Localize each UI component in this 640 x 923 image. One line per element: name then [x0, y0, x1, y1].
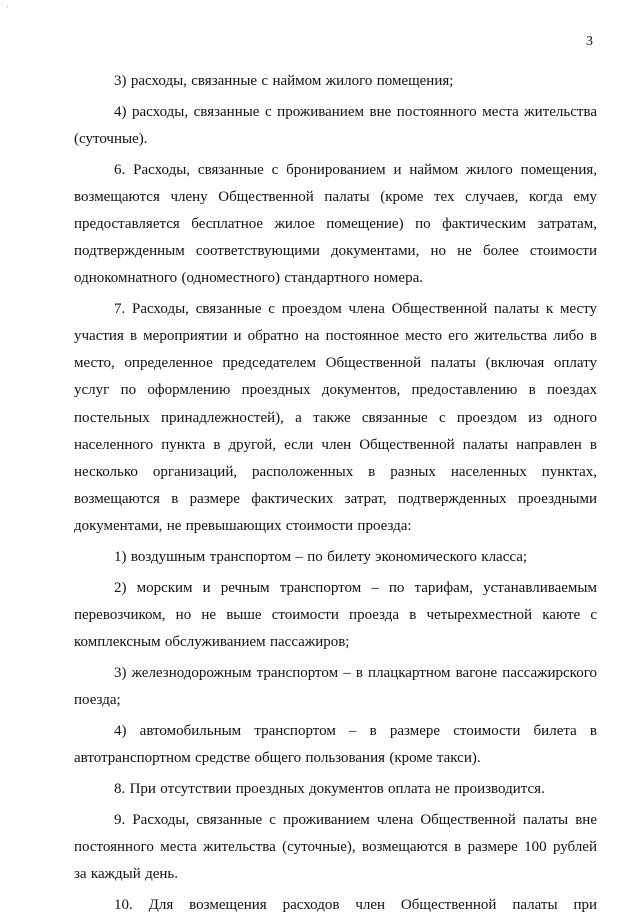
paragraph-road-transport: 4) автомобильным транспортом – в размере стоимости билета в автотранспортном средстве общего пользования (кроме такси). [74, 722, 597, 766]
paragraph-6-housing-reimbursement: 6. Расходы, связанные с бронированием и наймом жилого помещения, возмещаются члену Общественной палаты (кроме тех случаев, когда ему предоставляется бесплатное жилое помещение) по фактическим затратам, подтвержденным соответствующими документами, но не более стоимости однокомнатного (одноместного) стандартного номера. [74, 161, 597, 287]
paragraph-9-daily-allowance: 9. Расходы, связанные с проживанием члена Общественной палаты вне постоянного места жительства (суточные), возмещаются в размере 100 рублей за каждый день. [74, 811, 597, 882]
page-number: 3 [586, 34, 593, 49]
paragraph-rail-transport: 3) железнодорожным транспортом – в плацкартном вагоне пассажирского поезда; [74, 664, 597, 708]
paragraph-air-transport: 1) воздушным транспортом – по билету экономического класса; [114, 548, 528, 565]
paragraph-10-reimbursement-procedure: 10. Для возмещения расходов член Общественной палаты при [114, 896, 597, 913]
paragraph-8-no-documents: 8. При отсутствии проездных документов оплата не производится. [114, 780, 545, 797]
document-body [74, 68, 597, 923]
scan-corner-mark: ’ [6, 4, 9, 14]
paragraph-7-travel-reimbursement: 7. Расходы, связанные с проездом члена Общественной палаты к месту участия в мероприятии и обратно на постоянное место его жительства либо в место, определенное председателем Общественной палаты (включая оплату услуг по оформлению проездных документов, предоставлению в поездах постельных принадлежностей), а также связанные с проездом из одного населенного пункта в другой, если член Общественной палаты направлен в несколько организаций, расположенных в разных населенных пунктах, возмещаются в размере фактических затрат, подтвержденных проездными документами, не превышающих стоимости проезда: [74, 301, 597, 534]
paragraph-item-3-housing-rent: 3) расходы, связанные с наймом жилого помещения; [114, 73, 454, 89]
paragraph-item-4-per-diem: 4) расходы, связанные с проживанием вне постоянного места жительства (суточные). [74, 103, 597, 147]
paragraph-sea-river-transport: 2) морским и речным транспортом – по тарифам, устанавливаемым перевозчиком, но не выше стоимости проезда в четырехместной каюте с комплексным обслуживанием пассажиров; [74, 579, 597, 650]
